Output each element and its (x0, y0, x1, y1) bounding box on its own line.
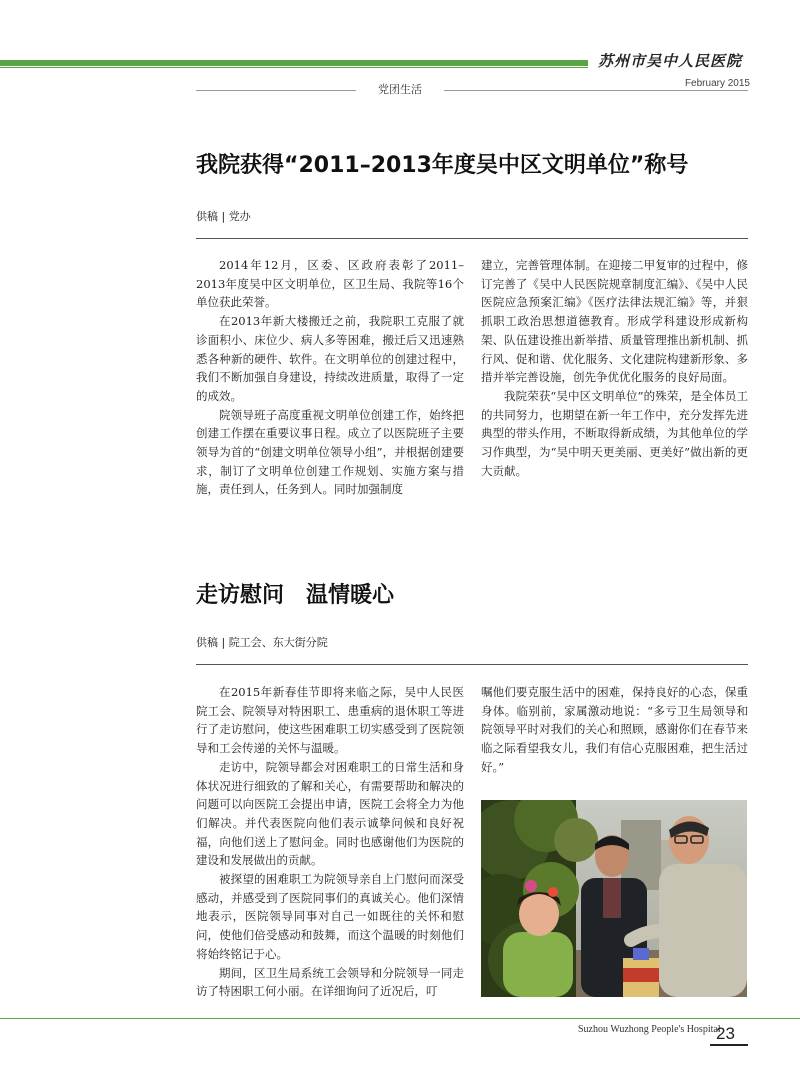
article2-title: 走访慰问 温情暖心 (196, 583, 395, 608)
article2-left-column (196, 683, 464, 1001)
hospital-name: 苏州市吴中人民医院 (598, 52, 743, 70)
article2-right-column (481, 683, 748, 777)
article2-paragraph: 在2015年新春佳节即将来临之际，吴中人民医院工会、院领导对特困职工、患重病的退休职工等进行了走访慰问，使这些困难职工切实感受到了医院领导和工会传递的关怀与温暖。 (196, 685, 464, 756)
article1-byline: 供稿 | 党办 (196, 210, 251, 223)
article1-paragraph: 院领导班子高度重视文明单位创建工作，始终把创建工作摆在重要议事日程。成立了以医院班子主要领导为首的“创建文明单位领导小组”，并根据创建要求，制订了文明单位创建工作规划、实施方案与措施，责任到人，任务到人。同时加强制度 (196, 407, 464, 497)
article1-rule (196, 238, 748, 239)
footer-hospital-name: Suzhou Wuzhong People's Hospital (578, 1024, 721, 1035)
article1-right-column (481, 256, 748, 480)
footer-green-line (0, 1018, 800, 1019)
section-label: 党团生活 (378, 83, 422, 96)
article1-paragraph-continued: 建立，完善管理体制。在迎接二甲复审的过程中，修订完善了《吴中人民医院规章制度汇编》、《吴中人民医院应急预案汇编》《医疗法律法规汇编》等，并狠抓职工政治思想道德教育。形成学科建设形成新构架、队伍建设推出新举措、质量管理推出新机制、抓行风、促和谐、优化服务、文化建院构建新形象、多措并举完善设施，创先争优优化服务的良好局面。 (481, 258, 748, 385)
article1-paragraph: 在2013年新大楼搬迁之前，我院职工克服了就诊面积小、床位少、病人多等困难，搬迁后又迅速熟悉各种新的硬件、软件。在文明单位的创建过程中，我们不断加强自身建设，持续改进质量，取得了一定的成效。 (196, 314, 464, 403)
page-number: 23 (716, 1024, 735, 1043)
article2-paragraph: 走访中，院领导都会对困难职工的日常生活和身体状况进行细致的了解和关心，有需要帮助和解决的问题可以向医院工会提出申请，医院工会将全力为他们解决。并代表医院向他们表示诚挚问候和良好祝福，向他们送上了慰问金。同时也感谢他们为医院的建设和发展做出的贡献。 (196, 759, 464, 868)
article1-paragraph: 2014年12月，区委、区政府表彰了2011–2013年度吴中区文明单位，区卫生局、我院等16个单位获此荣誉。 (196, 258, 464, 310)
section-divider-right (444, 90, 748, 91)
article2-byline: 供稿 | 院工会、东大街分院 (196, 636, 328, 649)
visit-photo (481, 800, 747, 997)
article2-paragraph: 期间，区卫生局系统工会领导和分院领导一同走访了特困职工何小丽。在详细询问了近况后，叮 (196, 965, 464, 999)
header-green-line (0, 67, 588, 68)
article2-paragraph: 被探望的困难职工为院领导亲自上门慰问而深受感动，并感受到了医院同事们的真诚关心。他们深情地表示，医院领导同事对自己一如既往的关怀和慰问，使他们倍受感动和鼓舞，而这个温暖的时刻他们将始终铭记于心。 (196, 872, 464, 961)
article2-rule (196, 664, 748, 665)
issue-date: February 2015 (684, 78, 750, 89)
article1-left-column (196, 256, 464, 499)
page-number-rule (710, 1044, 748, 1046)
article1-paragraph: 我院荣获“吴中区文明单位”的殊荣，是全体员工的共同努力，也期望在新一年工作中，充分发挥先进典型的带头作用，不断取得新成绩，为其他单位的学习作典型，为“吴中明天更美丽、更美好”做出新的更大贡献。 (481, 388, 748, 478)
section-divider-left (196, 90, 356, 91)
article1-title: 我院获得“2011–2013年度吴中区文明单位”称号 (196, 153, 689, 178)
article2-paragraph-continued: 嘱他们要克服生活中的困难，保持良好的心态，保重身体。临别前，家属激动地说：“多亏卫生局领导和院领导平时对我们的关心和照顾，感谢你们在春节来临之际看望我女儿，我们有信心克服困难，把生活过好。” (481, 685, 748, 774)
header-green-bar (0, 60, 588, 66)
